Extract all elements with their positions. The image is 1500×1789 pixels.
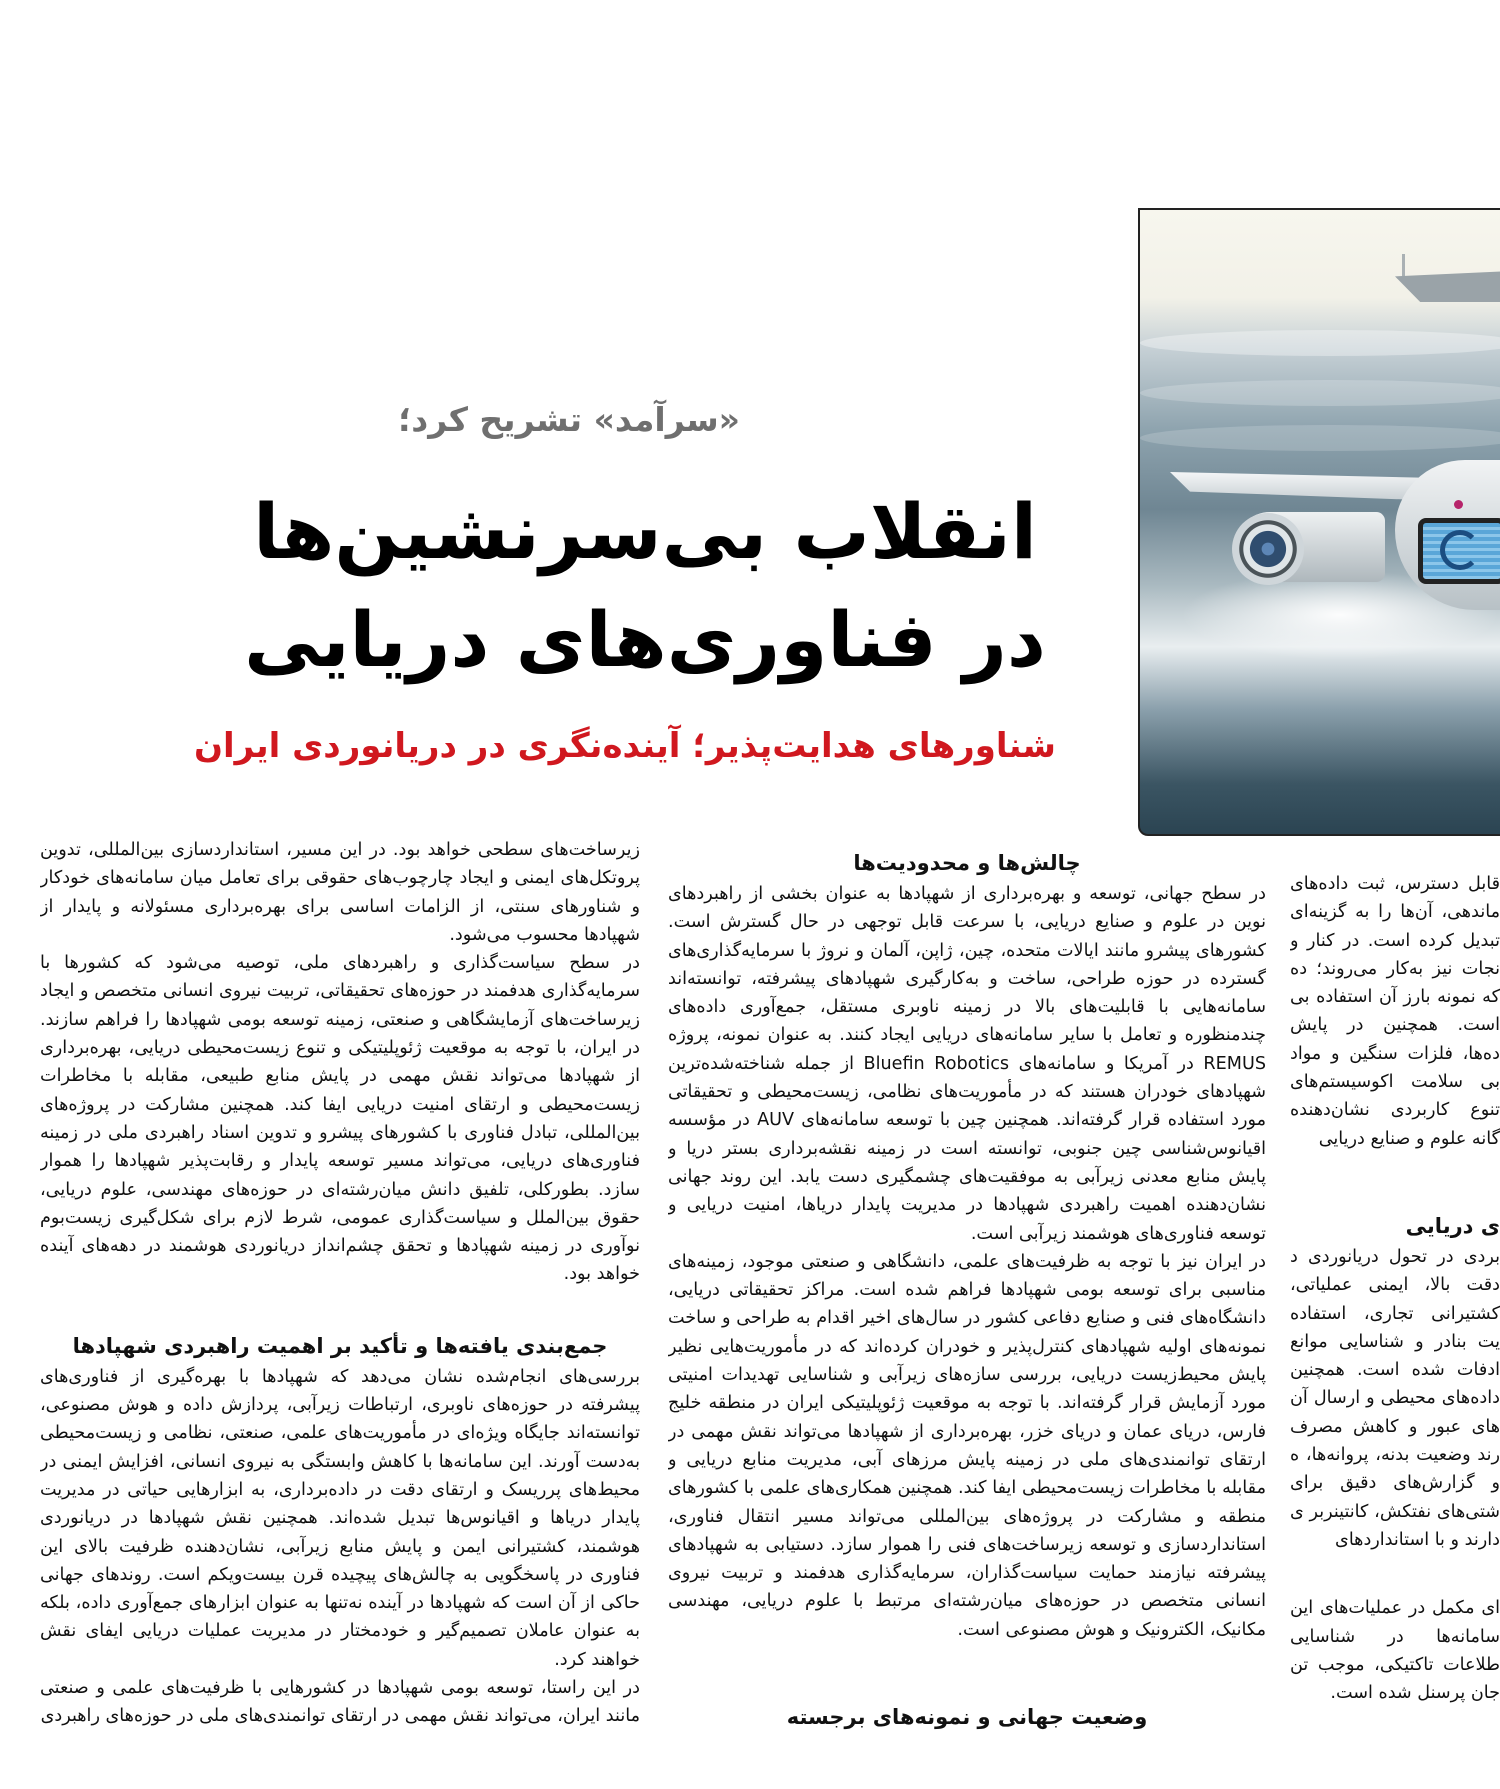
body-paragraph: بررسی‌های انجام‌شده نشان می‌دهد که شهپادها با بهره‌گیری از فناوری‌های پیشرفته در حوزه‌های ناوبری، ارتباطات زیرآبی، پردازش داده و هوش مصنوعی، توانسته‌اند جایگاه ویژه‌ای در مأموریت‌های علمی، صنعتی، نظامی و زیست‌محیطی به‌دست آورند. این سامانه‌ها با کاهش وابستگی به نیروی انسانی، افزایش ایمنی در محیط‌های پرریسک و ارتقای دقت در داده‌برداری، به ابزارهایی حیاتی در مدیریت پایدار دریاها و اقیانوس‌ها تبدیل شده‌اند. همچنین نقش شهپادها در دریانوردی هوشمند، کشتیرانی ایمن و پایش منابع زیرآبی، نشان‌دهنده ظرفیت بالای این فناوری در پاسخگویی به چالش‌های پیچیده قرن بیست‌ویکم است. روندهای جهانی حاکی از آن است که شهپادها در آینده نه‌تنها به عنوان ابزارهای جمع‌آوری داده، بلکه به عنوان عاملان تصمیم‌گیر و خودمختار در مدیریت عملیات دریایی ایفای نقش خواهند کرد. [40, 1366, 640, 1670]
body-paragraph: در سطح جهانی، توسعه و بهره‌برداری از شهپادها به عنوان بخشی از راهبردهای نوین در علوم و صنایع دریایی، با سرعت قابل توجهی در حال گسترش است. کشورهای پیشرو مانند ایالات متحده، چین، ژاپن، آلمان و نروژ با سرمایه‌گذاری‌های گسترده در حوزه طراحی، ساخت و به‌کارگیری شهپادهای پیشرفته، توانسته‌اند سامانه‌هایی با قابلیت‌های بالا در زمینه ناوبری مستقل، جمع‌آوری داده‌های چندمنظوره و تعامل با سایر سامانه‌های دریایی ایجاد کنند. به عنوان نمونه، پروژه REMUS در آمریکا و سامانه‌های Bluefin Robotics از جمله شناخته‌شده‌ترین شهپادهای خودران هستند که در مأموریت‌های نظامی، زیست‌محیطی و تحقیقاتی مورد استفاده قرار گرفته‌اند. همچنین چین با توسعه سامانه‌های AUV در مؤسسه اقیانوس‌شناسی چین جنوبی، توانسته است در زمینه نقشه‌برداری بستر دریا و پایش منابع معدنی زیرآبی به موفقیت‌های چشمگیری دست یابد. این روند جهانی نشان‌دهنده اهمیت راهبردی شهپادها در مدیریت پایدار دریاها، امنیت دریایی و توسعه فناوری‌های هوشمند زیرآبی است. [668, 884, 1266, 1244]
camera-lens-icon [1232, 513, 1304, 585]
body-paragraph: زیرساخت‌های سطحی خواهد بود. در این مسیر، استانداردسازی بین‌المللی، تدوین پروتکل‌های ایمنی و ایجاد چارچوب‌های حقوقی برای تعامل میان سامانه‌های خودکار و شناورهای سنتی، از الزامات اساسی برای بهره‌برداری مسئولانه و پایدار از شهپادها محسوب می‌شود. [40, 840, 640, 945]
headline-line-2: در فناوری‌های دریایی [244, 595, 1046, 684]
column-spacer [668, 1644, 1266, 1700]
section-heading: چالش‌ها و محدودیت‌ها [853, 851, 1081, 875]
column-spacer [1290, 1554, 1500, 1594]
article-column-left [40, 836, 640, 1789]
drone-wing-shape [1170, 472, 1420, 500]
ship-shape [1395, 270, 1500, 302]
article-column-middle [668, 846, 1266, 1789]
body-paragraph: در این راستا، توسعه بومی شهپادها در کشورهایی با ظرفیت‌های علمی و صنعتی مانند ایران، می‌تواند نقش مهمی در ارتقای توانمندی‌های ملی در حوزه‌های راهبردی [40, 1678, 640, 1727]
section-heading: ی دریایی [1405, 1213, 1500, 1238]
article-column-right [1290, 870, 1500, 1789]
wave-shape [1140, 380, 1500, 406]
column-spacer [1290, 1153, 1500, 1209]
wave-shape [1140, 425, 1500, 451]
body-paragraph: در ایران نیز با توجه به ظرفیت‌های علمی، دانشگاهی و صنعتی موجود، زمینه‌های مناسبی برای توسعه بومی شهپادها فراهم شده است. مراکز تحقیقاتی دریایی، دانشگاه‌های فنی و صنایع دفاعی کشور در سال‌های اخیر اقدام به طراحی و ساخت نمونه‌های اولیه شهپادهای کنترل‌پذیر و خودران کرده‌اند که در مأموریت‌هایی نظیر پایش محیط‌زیست دریایی، بررسی سازه‌های زیرآبی و شناسایی تهدیدات امنیتی مورد آزمایش قرار گرفته‌اند. با توجه به موقعیت ژئوپلیتیکی ایران در منطقه خلیج فارس، دریای عمان و دریای خزر، بهره‌برداری از شهپادها می‌تواند نقش مهمی در ارتقای توانمندی‌های ملی در زمینه پایش مرزهای آبی، مدیریت منابع دریایی و مقابله با مخاطرات زیست‌محیطی ایفا کند. همچنین همکاری‌های علمی با کشورهای منطقه و مشارکت در پروژه‌های بین‌المللی می‌تواند مسیر انتقال فناوری، استانداردسازی و توسعه زیرساخت‌های فنی را هموار سازد. دستیابی به شهپادهای پیشرفته نیازمند حمایت سیاست‌گذاران، سرمایه‌گذاری هدفمند و تربیت نیروی انسانی متخصص در حوزه‌های میان‌رشته‌ای مرتبط با علوم دریایی، مهندسی مکانیک، الکترونیک و هوش مصنوعی است. [668, 1251, 1266, 1640]
article-kicker: «سرآمد» تشریح کرد؛ [398, 400, 740, 439]
body-paragraph: قابل دسترس، ثبت داده‌های ماندهی، آن‌ها را به گزینه‌ای تبدیل کرده است. در کنار و نجات نیز به‌کار می‌روند؛ ده که نمونه بارز آن استفاده بی است. همچنین در پایش ده‌ها، فلزات سنگین و مواد بی سلامت اکوسیستم‌های تنوع کاربردی نشان‌دهنده گانه علوم و صنایع دریایی [1290, 874, 1500, 1149]
screen-logo-icon [1440, 530, 1480, 570]
body-paragraph: ای مکمل در عملیات‌های این سامانه‌ها در شناسایی طلاعات تاکتیکی، موجب تن جان پرسنل شده است. [1290, 1598, 1500, 1704]
article-subheadline: شناورهای هدایت‌پذیر؛ آینده‌نگری در دریانوردی ایران [194, 726, 1056, 766]
article-photo [1138, 208, 1500, 836]
column-spacer [40, 1289, 640, 1329]
indicator-light-icon [1454, 500, 1463, 509]
section-heading: وضعیت جهانی و نمونه‌های برجسته [786, 1705, 1148, 1730]
body-paragraph: در سطح سیاست‌گذاری و راهبردهای ملی، توصیه می‌شود که کشورها با سرمایه‌گذاری هدفمند در حوزه‌های تحقیقاتی، تربیت نیروی انسانی متخصص و ایجاد زیرساخت‌های آزمایشگاهی و صنعتی، زمینه توسعه بومی شهپادها را فراهم سازند. در ایران، با توجه به موقعیت ژئوپلیتیکی و تنوع زیست‌محیطی دریایی، بهره‌برداری از شهپادها می‌تواند نقش مهمی در پایش منابع طبیعی، مقابله با مخاطرات زیست‌محیطی و ارتقای امنیت دریایی ایفا کند. همچنین مشارکت در پروژه‌های بین‌المللی، تبادل فناوری با کشورهای پیشرو و تدوین اسناد راهبردی ملی در زمینه فناوری‌های دریایی، می‌تواند مسیر توسعه پایدار و رقابت‌پذیر شهپادها را هموار سازد. بطورکلی، تلفیق دانش میان‌رشته‌ای در حوزه‌های مهندسی، علوم دریایی، حقوق بین‌الملل و سیاست‌گذاری عمومی، شرط لازم برای شکل‌گیری زیست‌بوم نوآوری در زمینه شهپادها و تحقق چشم‌انداز دریانوردی هوشمند در دهه‌های آینده خواهد بود. [40, 953, 640, 1285]
headline-line-1: انقلاب بی‌سرنشین‌ها [253, 487, 1037, 576]
article-headline [170, 478, 1120, 694]
section-heading: جمع‌بندی یافته‌ها و تأکید بر اهمیت راهبردی شهپادها [72, 1333, 608, 1358]
body-paragraph: بردی در تحول دریانوردی د دقت بالا، ایمنی عملیاتی، کشتیرانی تجاری، استفاده یت بنادر و شناسایی موانع ادفات شده است. همچنین داده‌های محیطی و ارسال آن های عبور و کاهش مصرف رند وضعیت بدنه، پروانه‌ها، ه و گزارش‌های دقیق برای شتی‌های نفتکش، کانتینربر ی دارند و با استانداردهای [1290, 1246, 1500, 1550]
ship-mast-shape [1402, 254, 1405, 276]
wave-shape [1140, 330, 1500, 356]
